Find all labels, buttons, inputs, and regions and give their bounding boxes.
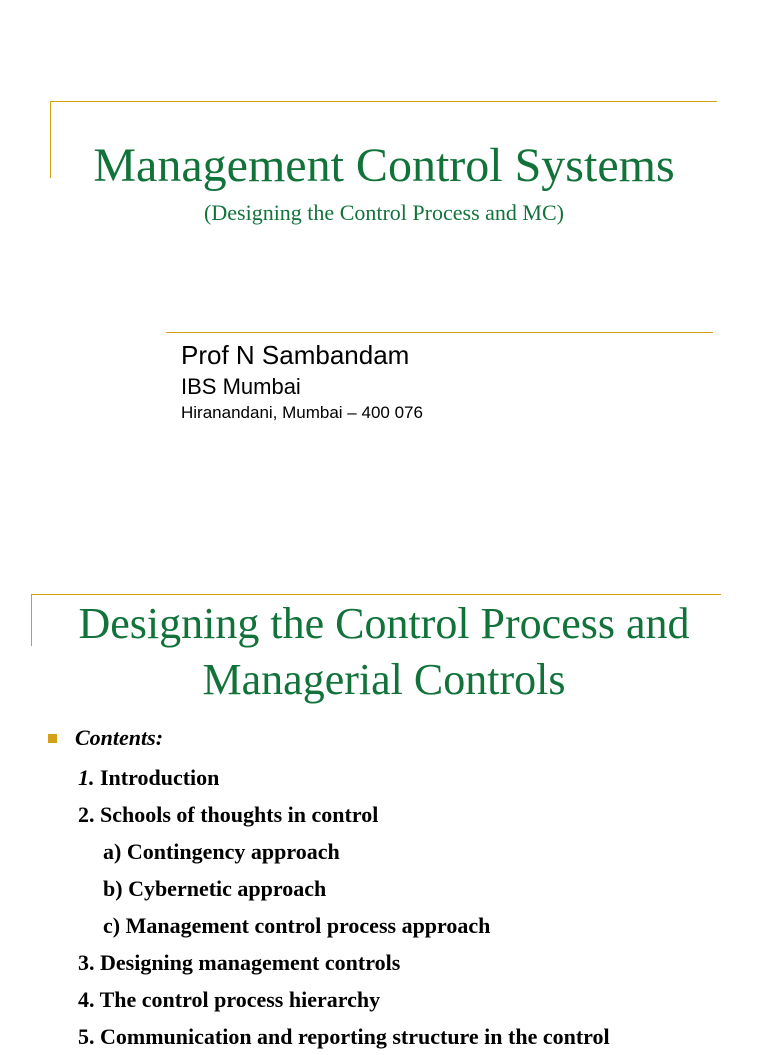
list-item bbox=[78, 870, 610, 907]
presentation-title: Management Control Systems bbox=[93, 139, 675, 192]
item-number: 2. bbox=[78, 802, 95, 827]
top-rule bbox=[50, 101, 717, 102]
contents-list bbox=[78, 759, 610, 1055]
list-item bbox=[78, 981, 610, 1018]
item-text: Introduction bbox=[100, 765, 220, 790]
item-number: b) bbox=[103, 876, 123, 901]
author-name: Prof N Sambandam bbox=[181, 340, 410, 370]
item-number: 4. bbox=[78, 987, 95, 1012]
item-text: Cybernetic approach bbox=[128, 876, 327, 901]
top-rule bbox=[31, 594, 721, 595]
item-number: a) bbox=[103, 839, 122, 864]
contents-bullet bbox=[48, 724, 163, 752]
author-divider bbox=[166, 332, 713, 333]
item-text: The control process hierarchy bbox=[99, 987, 381, 1012]
item-number: 3. bbox=[78, 950, 95, 975]
item-text: Management control process approach bbox=[125, 913, 491, 938]
item-text: Communication and reporting structure in the control bbox=[100, 1024, 610, 1049]
item-text: Contingency approach bbox=[126, 839, 340, 864]
presentation-subtitle: (Designing the Control Process and MC) bbox=[204, 200, 564, 225]
item-number: 5. bbox=[78, 1024, 95, 1049]
list-item bbox=[78, 833, 610, 870]
institution-address: Hiranandani, Mumbai – 400 076 bbox=[181, 403, 423, 422]
list-item bbox=[78, 907, 610, 944]
list-item bbox=[78, 944, 610, 981]
contents-slide bbox=[0, 560, 768, 1049]
contents-label: Contents: bbox=[75, 725, 164, 750]
item-number: c) bbox=[103, 913, 121, 938]
slide-title bbox=[0, 596, 768, 708]
item-text: Designing management controls bbox=[100, 950, 401, 975]
slide-title-line-1: Designing the Control Process and bbox=[78, 599, 690, 648]
list-item bbox=[78, 759, 610, 796]
list-item bbox=[78, 796, 610, 833]
square-bullet-icon bbox=[48, 734, 57, 743]
item-text: Schools of thoughts in control bbox=[100, 802, 379, 827]
institution-name: IBS Mumbai bbox=[181, 374, 301, 399]
slide-title-line-2: Managerial Controls bbox=[202, 655, 566, 704]
item-number: 1. bbox=[78, 765, 95, 790]
